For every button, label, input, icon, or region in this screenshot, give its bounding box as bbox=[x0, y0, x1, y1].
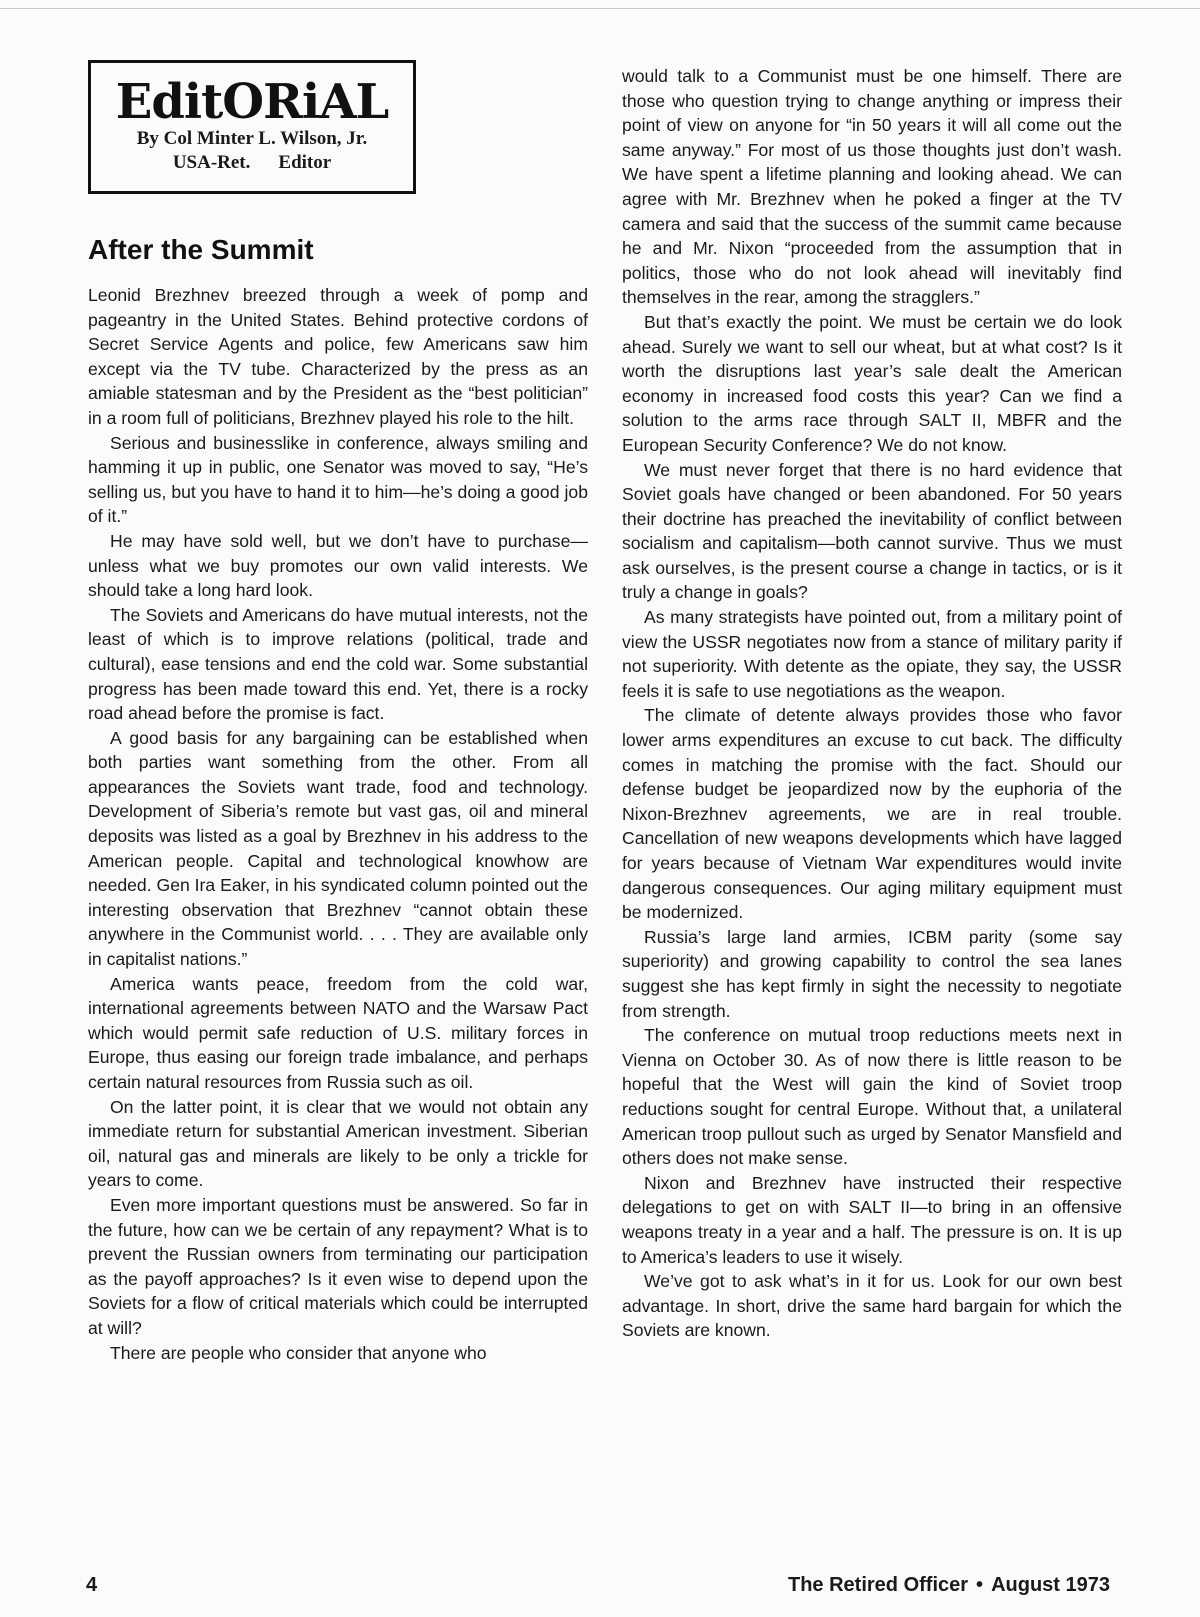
paragraph: As many strategists have pointed out, from a military point of view the USSR negotiates now from a stance of military parity if not superiority. With detente as the opiate, they say, the USSR feels it is safe to use negotiations as the weapon. bbox=[622, 607, 1122, 701]
paragraph: On the latter point, it is clear that we would not obtain any immediate return for substantial American investment. Siberian oil, natural gas and minerals are likely to be only a trickle for years to come. bbox=[88, 1096, 588, 1191]
editorial-byline: By Col Minter L. Wilson, Jr. bbox=[136, 128, 368, 149]
page-top-rule bbox=[0, 8, 1200, 9]
article-headline: After the Summit bbox=[88, 234, 314, 265]
editorial-role-line bbox=[91, 151, 413, 175]
editorial-masthead-box bbox=[88, 60, 416, 194]
editorial-rank: USA-Ret. bbox=[172, 152, 251, 173]
paragraph: The Soviets and Americans do have mutual interests, not the least of which is to improve relations (political, trade and cultural), ease tensions and end the cold war. Some substantial progress has been made toward this end. Yet, there is a rocky road ahead before the promise is fact. bbox=[88, 604, 588, 724]
paragraph: We must never forget that there is no hard evidence that Soviet goals have changed or been abandoned. For 50 years their doctrine has preached the inevitability of conflict between socialism and capitalism—both cannot survive. Thus we must ask ourselves, is the present course a change in tactics, or is it truly a change in goals? bbox=[622, 459, 1122, 603]
paragraph: America wants peace, freedom from the cold war, international agreements between NATO and the Warsaw Pact which would permit safe reduction of U.S. military forces in Europe, thus easing our foreign trade imbalance, and perhaps certain natural resources from Russia such as oil. bbox=[88, 973, 588, 1092]
editorial-role: Editor bbox=[278, 152, 332, 173]
paragraph: Serious and businesslike in conference, always smiling and hamming it up in public, one Senator was moved to say, “He’s selling us, but you have to hand it to him—he’s doing a good job of it.” bbox=[88, 432, 588, 527]
article-column-right bbox=[622, 64, 1122, 1343]
paragraph: The conference on mutual troop reductions meets next in Vienna on October 30. As of now there is little reason to be hopeful that the West will gain the kind of Soviet troop reductions sought for central Europe. Without that, a unilateral American troop pullout such as urged by Senator Mansfield and others does not make sense. bbox=[622, 1025, 1122, 1169]
paragraph: A good basis for any bargaining can be established when both parties want something from the other. From all appearances the Soviets want trade, food and technology. Development of Siberia’s remote but vast gas, oil and mineral deposits was listed as a goal by Brezhnev in his address to the American people. Capital and technological knowhow are needed. Gen Ira Eaker, in his syndicated column pointed out the interesting observation that Brezhnev “cannot obtain these anywhere in the Communist world. . . . They are available only in capitalist nations.” bbox=[88, 727, 588, 970]
paragraph: But that’s exactly the point. We must be certain we do look ahead. Surely we want to sell our wheat, but at what cost? Is it worth the disruptions last year’s sale dealt the American economy in increased food costs this year? Can we find a solution to the arms race through SALT II, MBFR and the European Security Conference? We do not know. bbox=[622, 311, 1122, 455]
editorial-title: EditORiAL bbox=[115, 74, 389, 130]
paragraph: We’ve got to ask what’s in it for us. Look for our own best advantage. In short, drive the same hard bargain for which the Soviets are known. bbox=[622, 1271, 1122, 1341]
article-column-left bbox=[88, 283, 588, 1365]
page-number: 4 bbox=[86, 1574, 98, 1596]
paragraph: There are people who consider that anyone who bbox=[110, 1342, 487, 1363]
paragraph: would talk to a Communist must be one himself. There are those who question trying to change anything or impress their point of view on anyone for “in 50 years it will all come out the same anyway.” For most of us those thoughts just don’t wash. We have spent a lifetime planning and looking ahead. We can agree with Mr. Brezhnev when he poked a finger at the TV camera and said that the success of the summit came because he and Mr. Nixon “proceeded from the assumption that in politics, those who do not look ahead will inevitably find themselves in the rear, among the stragglers.” bbox=[622, 66, 1122, 308]
publication-footer bbox=[788, 1574, 1110, 1597]
paragraph: Nixon and Brezhnev have instructed their respective delegations to get on with SALT II—to bring in an offensive weapons treaty in a year and a half. The pressure is on. It is up to America’s leaders to use it wisely. bbox=[622, 1172, 1122, 1267]
footer-separator: • bbox=[976, 1574, 984, 1596]
paragraph: He may have sold well, but we don’t have to purchase—unless what we buy promotes our own valid interests. We should take a long hard look. bbox=[88, 530, 588, 601]
issue-date: August 1973 bbox=[991, 1574, 1110, 1596]
paragraph: Russia’s large land armies, ICBM parity (some say superiority) and growing capability to control the sea lanes suggest she has kept firmly in sight the necessity to negotiate from strength. bbox=[622, 926, 1122, 1021]
publication-name: The Retired Officer bbox=[788, 1574, 969, 1596]
paragraph: The climate of detente always provides those who favor lower arms expenditures an excuse to cut back. The difficulty comes in matching the promise with the fact. Should our defense budget be jeopardized now by the euphoria of the Nixon-Brezhnev agreements, we are in real trouble. Cancellation of new weapons developments which have lagged for years because of Vietnam War expenditures would invite dangerous consequences. Our aging military equipment must be modernized. bbox=[622, 705, 1122, 923]
paragraph: Even more important questions must be answered. So far in the future, how can we be certain of any repayment? What is to prevent the Russian owners from terminating our participation as the payoff approaches? Is it even wise to depend upon the Soviets for a flow of critical materials which could be interrupted at will? bbox=[88, 1194, 588, 1338]
paragraph: Leonid Brezhnev breezed through a week of pomp and pageantry in the United States. Behind protective cordons of Secret Service Agents and police, few Americans saw him except via the TV tube. Characterized by the press as an amiable statesman and by the President as the “best politician” in a room full of politicians, Brezhnev played his role to the hilt. bbox=[88, 285, 588, 428]
